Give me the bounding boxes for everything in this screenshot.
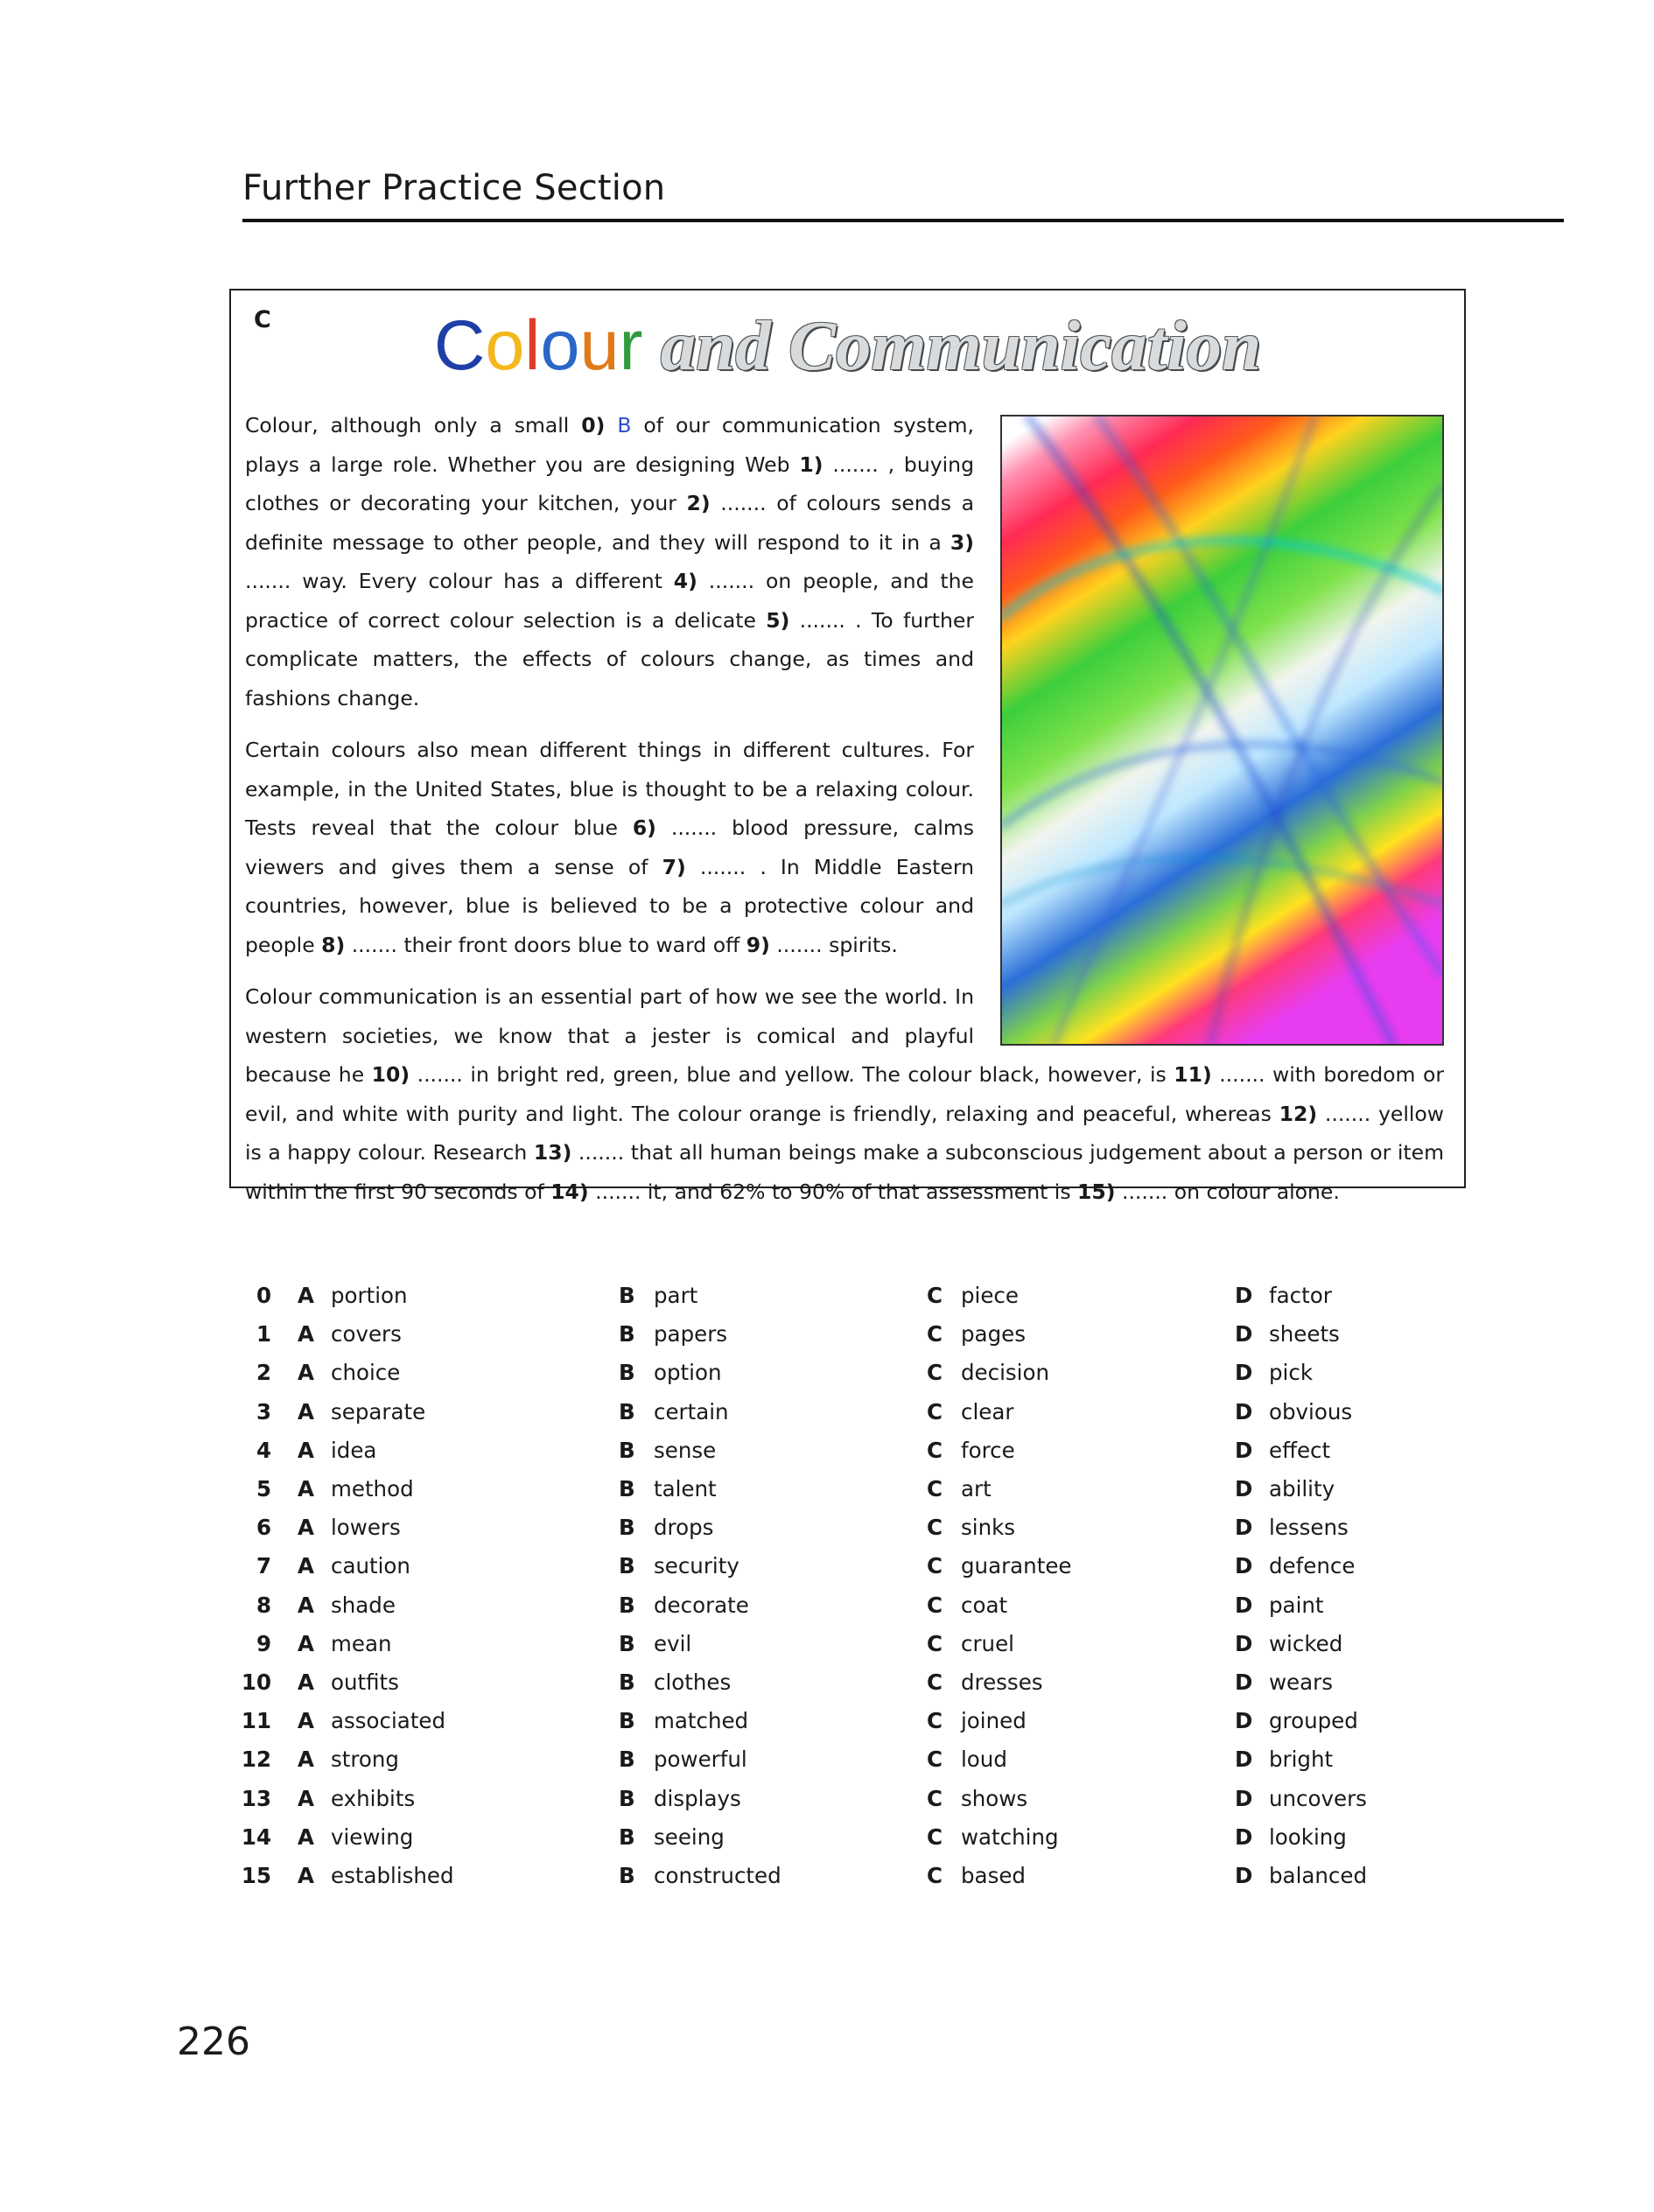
exercise-title: [231, 304, 1464, 387]
option-letter: D: [1235, 1630, 1253, 1656]
option-letter: D: [1235, 1746, 1253, 1773]
option-word: covers: [331, 1321, 402, 1348]
option-word: talent: [654, 1476, 717, 1502]
option-row: [0, 1746, 1654, 1785]
option-word: outfits: [331, 1670, 399, 1695]
option-word: force: [961, 1437, 1015, 1463]
option-word: sense: [654, 1437, 717, 1463]
question-number: 10: [241, 1670, 271, 1695]
option-letter: A: [298, 1283, 314, 1308]
question-number: 9: [256, 1630, 271, 1656]
option-letter: B: [619, 1553, 635, 1579]
question-number: 11: [241, 1708, 271, 1734]
option-letter: A: [298, 1398, 314, 1424]
option-word: factor: [1269, 1283, 1332, 1308]
question-number: 8: [256, 1592, 271, 1618]
passage-text: Certain colours also mean different things in different cultures. For example, in the United States, blue is thought to be a relaxing colour. Tests reveal that the colour blue: [245, 738, 974, 840]
title-rest: and Communication: [642, 306, 1262, 385]
option-row: [0, 1708, 1654, 1746]
gap-number: 3): [950, 529, 974, 555]
option-letter: C: [927, 1630, 943, 1656]
option-row: [0, 1399, 1654, 1438]
option-letter: D: [1235, 1360, 1253, 1386]
option-letter: C: [927, 1553, 943, 1579]
option-letter: D: [1235, 1863, 1253, 1888]
option-word: exhibits: [331, 1785, 416, 1811]
option-row: [0, 1321, 1654, 1360]
title-letter: o: [485, 306, 525, 385]
gap-number: 15): [1077, 1179, 1116, 1204]
option-letter: A: [298, 1360, 314, 1386]
option-letter: A: [298, 1553, 314, 1579]
option-word: coat: [961, 1592, 1008, 1618]
option-word: piece: [961, 1283, 1019, 1308]
question-number: 1: [256, 1321, 271, 1348]
option-word: paint: [1269, 1592, 1324, 1618]
option-word: constructed: [654, 1863, 781, 1888]
option-word: guarantee: [961, 1553, 1072, 1579]
option-letter: A: [298, 1670, 314, 1695]
option-row: [0, 1360, 1654, 1398]
option-letter: B: [619, 1360, 635, 1386]
option-letter: C: [927, 1437, 943, 1463]
question-number: 2: [256, 1360, 271, 1386]
gap-number: 8): [321, 932, 346, 957]
option-letter: C: [927, 1592, 943, 1618]
option-word: papers: [654, 1321, 728, 1348]
option-letter: C: [927, 1283, 943, 1308]
gap-number: 4): [673, 569, 697, 593]
option-word: sheets: [1269, 1321, 1340, 1348]
option-row: [0, 1863, 1654, 1901]
option-letter: D: [1235, 1515, 1253, 1541]
option-word: joined: [961, 1708, 1027, 1734]
option-letter: C: [927, 1360, 943, 1386]
option-word: uncovers: [1269, 1785, 1367, 1811]
option-word: cruel: [961, 1630, 1014, 1656]
option-word: based: [961, 1863, 1026, 1888]
question-number: 14: [241, 1824, 271, 1850]
option-word: clear: [961, 1398, 1014, 1424]
option-letter: B: [619, 1321, 635, 1348]
option-letter: D: [1235, 1476, 1253, 1502]
passage-text: ....... of colours sends a definite message to other people, and they will respond to it in a: [245, 491, 974, 555]
option-row: [0, 1592, 1654, 1631]
option-word: wicked: [1269, 1630, 1343, 1656]
option-word: defence: [1269, 1553, 1356, 1579]
option-word: shade: [331, 1592, 396, 1618]
option-letter: B: [619, 1746, 635, 1773]
option-letter: B: [619, 1283, 635, 1308]
option-letter: C: [927, 1670, 943, 1695]
option-letter: A: [298, 1708, 314, 1734]
option-word: established: [331, 1863, 454, 1888]
option-letter: A: [298, 1863, 314, 1888]
option-letter: D: [1235, 1321, 1253, 1348]
option-word: bright: [1269, 1746, 1334, 1773]
option-letter: C: [927, 1708, 943, 1734]
page-number: 226: [177, 2020, 250, 2064]
passage-text: ....... . In Middle Eastern countries, however, blue is believed to be a protective colour and people: [245, 854, 974, 957]
gap-number: 0): [581, 413, 606, 438]
question-number: 5: [256, 1476, 271, 1502]
option-row: [0, 1476, 1654, 1515]
option-letter: B: [619, 1824, 635, 1850]
gap-number: 5): [766, 607, 790, 633]
option-word: portion: [331, 1283, 408, 1308]
example-answer: B: [617, 413, 632, 438]
question-number: 15: [241, 1863, 271, 1888]
option-word: certain: [654, 1398, 729, 1424]
header-rule: [242, 219, 1564, 222]
option-word: displays: [654, 1785, 741, 1811]
option-word: idea: [331, 1437, 377, 1463]
option-row: [0, 1283, 1654, 1321]
option-letter: B: [619, 1476, 635, 1502]
option-word: security: [654, 1553, 739, 1579]
option-word: associated: [331, 1708, 446, 1734]
option-word: clothes: [654, 1670, 732, 1695]
passage-text: [605, 413, 617, 438]
option-letter: D: [1235, 1785, 1253, 1811]
option-word: obvious: [1269, 1398, 1353, 1424]
option-letter: A: [298, 1824, 314, 1850]
option-word: strong: [331, 1746, 399, 1773]
option-letter: A: [298, 1321, 314, 1348]
title-letter: o: [540, 306, 580, 385]
passage: [245, 406, 1444, 1224]
option-letter: D: [1235, 1670, 1253, 1695]
gap-number: 12): [1279, 1101, 1318, 1126]
passage-text: ....... blood pressure, calms viewers and gives them a sense of: [245, 816, 974, 879]
option-letter: B: [619, 1708, 635, 1734]
passage-text: ....... with boredom or evil, and white with purity and light. The colour orange is friendly, relaxing and peaceful, whereas: [245, 1062, 1444, 1126]
option-word: option: [654, 1360, 722, 1386]
passage-text: ....... their front doors blue to ward off: [345, 932, 746, 957]
option-word: watching: [961, 1824, 1059, 1850]
option-letter: D: [1235, 1553, 1253, 1579]
passage-text: ....... way. Every colour has a different: [245, 569, 674, 593]
section-title: Further Practice Section: [242, 168, 666, 208]
passage-text: ....... on people, and the practice of correct colour selection is a delicate: [245, 569, 974, 633]
exercise-letter: C: [254, 306, 271, 333]
question-number: 6: [256, 1515, 271, 1541]
option-word: lowers: [331, 1515, 401, 1541]
option-letter: D: [1235, 1437, 1253, 1463]
option-letter: C: [927, 1824, 943, 1850]
option-letter: B: [619, 1515, 635, 1541]
option-word: decorate: [654, 1592, 749, 1618]
gap-number: 6): [632, 816, 656, 840]
option-word: powerful: [654, 1746, 747, 1773]
title-letter: C: [433, 306, 486, 385]
exercise-box: [229, 289, 1466, 1204]
option-word: part: [654, 1283, 698, 1308]
gap-number: 2): [686, 491, 711, 515]
question-number: 3: [256, 1398, 271, 1424]
option-row: [0, 1670, 1654, 1708]
gap-number: 14): [550, 1179, 589, 1204]
option-word: matched: [654, 1708, 749, 1734]
passage-text: ....... that all human beings make a subconscious judgement about a person or item within the first 90 seconds of: [245, 1140, 1444, 1204]
option-word: evil: [654, 1630, 692, 1656]
gap-number: 11): [1174, 1062, 1212, 1087]
question-number: 0: [256, 1283, 271, 1308]
gap-number: 1): [799, 452, 823, 477]
option-letter: B: [619, 1437, 635, 1463]
option-letter: A: [298, 1476, 314, 1502]
option-word: ability: [1269, 1476, 1335, 1502]
option-word: method: [331, 1476, 414, 1502]
option-row: [0, 1631, 1654, 1670]
option-row: [0, 1515, 1654, 1553]
option-word: drops: [654, 1515, 714, 1541]
option-word: wears: [1269, 1670, 1333, 1695]
option-letter: A: [298, 1437, 314, 1463]
option-word: pick: [1269, 1360, 1314, 1386]
option-letter: A: [298, 1785, 314, 1811]
option-word: balanced: [1269, 1863, 1368, 1888]
title-letter: l: [524, 306, 541, 385]
option-word: decision: [961, 1360, 1049, 1386]
passage-text: ....... in bright red, green, blue and yellow. The colour black, however, is: [410, 1062, 1174, 1087]
option-letter: D: [1235, 1592, 1253, 1618]
option-row: [0, 1553, 1654, 1592]
passage-text: ....... . To further complicate matters, the effects of colours change, as times and fashions change.: [245, 607, 975, 710]
option-letter: C: [927, 1746, 943, 1773]
option-row: [0, 1438, 1654, 1476]
option-word: viewing: [331, 1824, 414, 1850]
option-word: sinks: [961, 1515, 1016, 1541]
option-word: dresses: [961, 1670, 1043, 1695]
option-word: mean: [331, 1630, 392, 1656]
passage-text: of our communication system, plays a large role. Whether you are designing Web: [245, 413, 974, 477]
option-word: caution: [331, 1553, 410, 1579]
option-word: grouped: [1269, 1708, 1358, 1734]
option-letter: B: [619, 1398, 635, 1424]
question-number: 12: [241, 1746, 271, 1773]
title-letter: r: [619, 306, 643, 385]
option-letter: B: [619, 1630, 635, 1656]
gap-number: 7): [662, 854, 686, 879]
option-letter: D: [1235, 1824, 1253, 1850]
option-letter: A: [298, 1592, 314, 1618]
option-word: pages: [961, 1321, 1026, 1348]
passage-text: ....... spirits.: [769, 932, 898, 957]
title-letter: u: [579, 306, 620, 385]
option-letter: C: [927, 1785, 943, 1811]
option-letter: C: [927, 1476, 943, 1502]
option-word: effect: [1269, 1437, 1331, 1463]
passage-text: ....... on colour alone.: [1115, 1179, 1340, 1204]
option-letter: C: [927, 1515, 943, 1541]
option-word: looking: [1269, 1824, 1347, 1850]
option-letter: B: [619, 1592, 635, 1618]
passage-text: ....... it, and 62% to 90% of that assessment is: [588, 1179, 1078, 1204]
gap-number: 10): [371, 1062, 410, 1087]
option-letter: C: [927, 1321, 943, 1348]
option-letter: A: [298, 1746, 314, 1773]
option-letter: D: [1235, 1708, 1253, 1734]
option-letter: B: [619, 1785, 635, 1811]
passage-text: ....... , buying clothes or decorating your kitchen, your: [245, 452, 974, 515]
option-letter: A: [298, 1630, 314, 1656]
option-letter: D: [1235, 1398, 1253, 1424]
option-word: art: [961, 1476, 992, 1502]
option-row: [0, 1786, 1654, 1824]
option-letter: A: [298, 1515, 314, 1541]
passage-text: ....... yellow is a happy colour. Research: [245, 1101, 1444, 1165]
option-word: separate: [331, 1398, 426, 1424]
option-letter: C: [927, 1863, 943, 1888]
gap-number: 9): [746, 932, 770, 957]
option-letter: C: [927, 1398, 943, 1424]
question-number: 7: [256, 1553, 271, 1579]
option-letter: B: [619, 1863, 635, 1888]
option-word: seeing: [654, 1824, 725, 1850]
title-colour-word: [434, 304, 643, 387]
passage-text: Colour, although only a small: [245, 413, 582, 438]
passage-text: Colour communication is an essential part of how we see the world. In western societies, we know that a jester is comical and playful because he: [245, 984, 974, 1087]
option-row: [0, 1824, 1654, 1863]
option-word: loud: [961, 1746, 1007, 1773]
question-number: 4: [256, 1437, 271, 1463]
option-word: shows: [961, 1785, 1028, 1811]
option-word: choice: [331, 1360, 401, 1386]
option-word: lessens: [1269, 1515, 1349, 1541]
rainbow-abstract-image: [1000, 415, 1444, 1046]
option-letter: B: [619, 1670, 635, 1695]
option-letter: D: [1235, 1283, 1253, 1308]
question-number: 13: [241, 1785, 271, 1811]
gap-number: 13): [533, 1140, 572, 1165]
